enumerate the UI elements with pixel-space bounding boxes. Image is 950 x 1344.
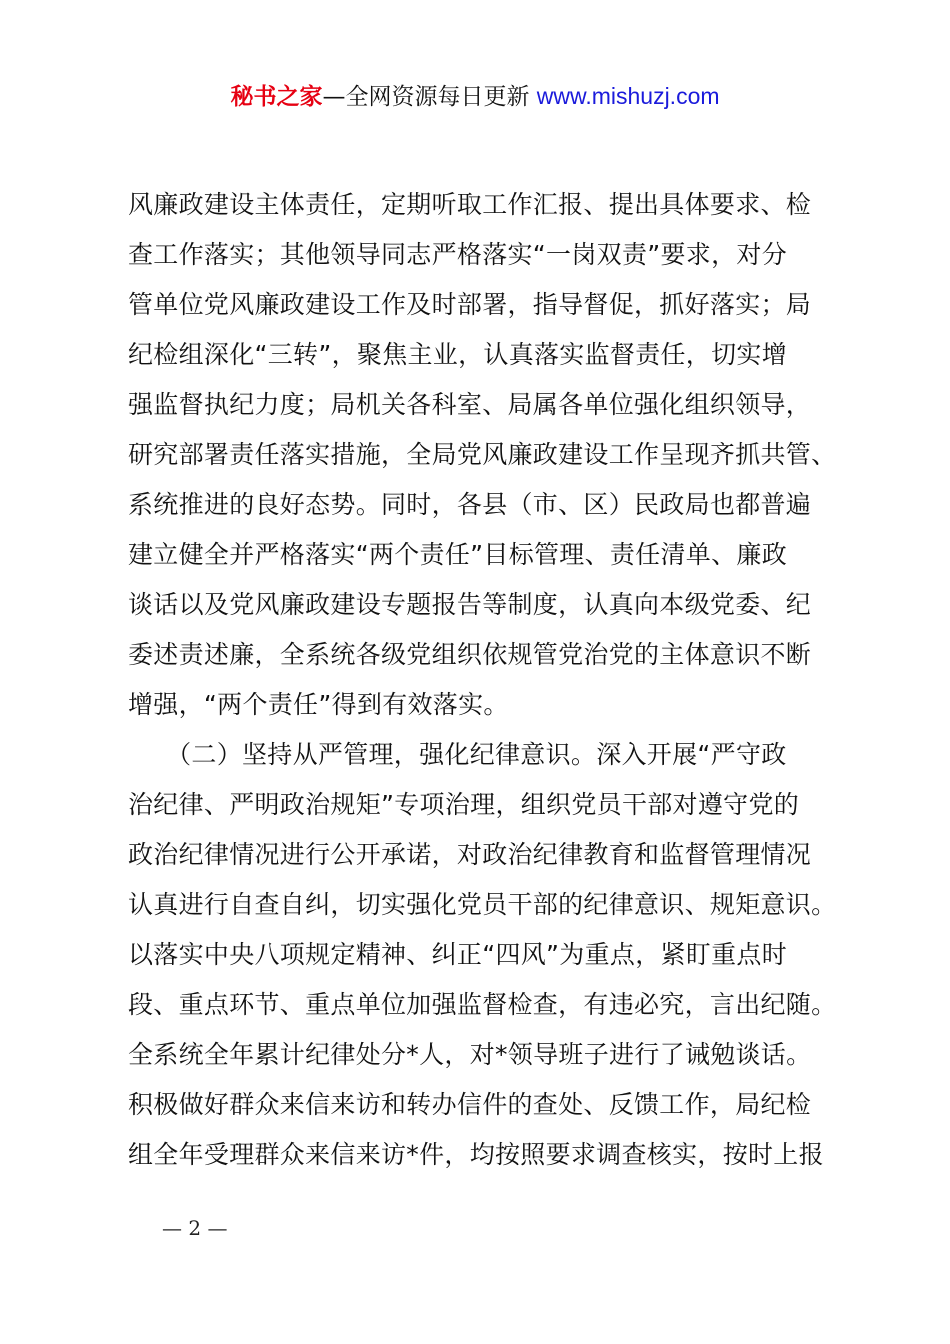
section-heading-line: （二）坚持从严管理，强化纪律意识。深入开展“严守政	[128, 740, 787, 769]
body-line: 段、重点环节、重点单位加强监督检查，有违必究，言出纪随。	[128, 990, 837, 1019]
body-line: 委述责述廉，全系统各级党组织依规管党治党的主体意识不断	[128, 640, 812, 669]
body-line: 全系统全年累计纪律处分*人，对*领导班子进行了诫勉谈话。	[128, 1040, 812, 1069]
page-header	[0, 80, 950, 113]
body-line: 查工作落实；其他领导同志严格落实“一岗双责”要求，对分	[128, 240, 788, 269]
brand-name: 秘书之家	[230, 84, 323, 110]
document-body	[128, 180, 848, 1180]
body-line: 强监督执纪力度；局机关各科室、局属各单位强化组织领导，	[128, 390, 812, 419]
body-line: 治纪律、严明政治规矩”专项治理，组织党员干部对遵守党的	[128, 790, 800, 819]
body-line: 管单位党风廉政建设工作及时部署，指导督促，抓好落实；局	[128, 290, 812, 319]
body-line: 风廉政建设主体责任，定期听取工作汇报、提出具体要求、检	[128, 190, 812, 219]
body-line: 谈话以及党风廉政建设专题报告等制度，认真向本级党委、纪	[128, 590, 812, 619]
body-line: 研究部署责任落实措施，全局党风廉政建设工作呈现齐抓共管、	[128, 440, 837, 469]
page-number: — 2 —	[162, 1216, 228, 1240]
body-line: 组全年受理群众来信来访*件，均按照要求调查核实，按时上报	[128, 1140, 824, 1169]
body-line: 建立健全并严格落实“两个责任”目标管理、责任清单、廉政	[128, 540, 788, 569]
body-line: 积极做好群众来信来访和转办信件的查处、反馈工作，局纪检	[128, 1090, 812, 1119]
body-line: 认真进行自查自纠，切实强化党员干部的纪律意识、规矩意识。	[128, 890, 837, 919]
header-slogan: —全网资源每日更新	[322, 84, 537, 110]
site-url-link[interactable]: www.mishuzj.com	[536, 83, 720, 109]
body-line: 政治纪律情况进行公开承诺，对政治纪律教育和监督管理情况	[128, 840, 812, 869]
body-line: 以落实中央八项规定精神、纠正“四风”为重点，紧盯重点时	[128, 940, 788, 969]
body-line: 系统推进的良好态势。同时，各县（市、区）民政局也都普遍	[128, 490, 812, 519]
body-line: 增强，“两个责任”得到有效落实。	[128, 690, 509, 719]
body-line: 纪检组深化“三转”，聚焦主业，认真落实监督责任，切实增	[128, 340, 788, 369]
